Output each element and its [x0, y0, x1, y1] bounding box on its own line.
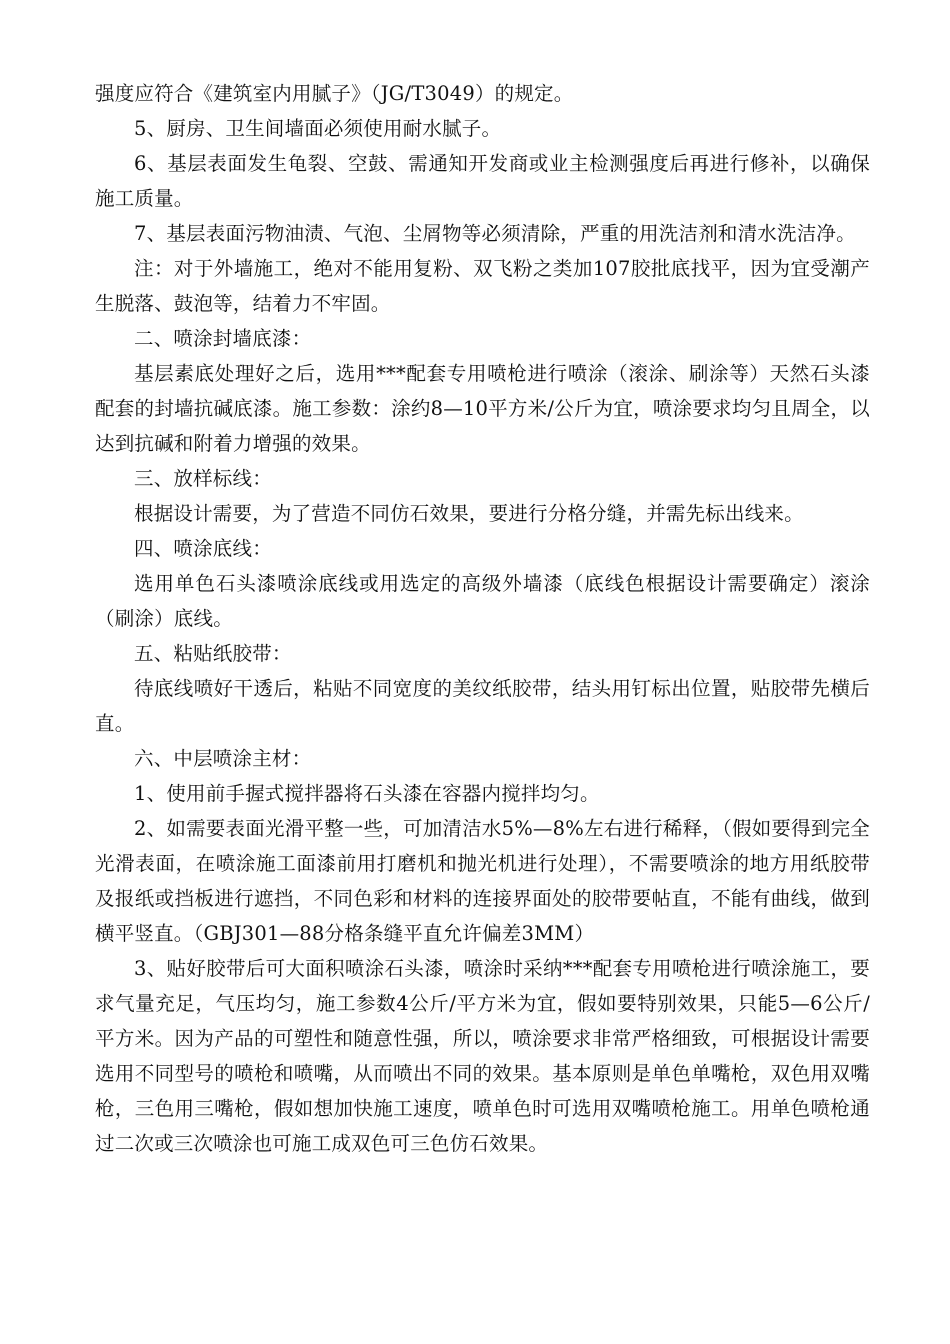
section-heading-5: 五、粘贴纸胶带： — [134, 642, 292, 665]
section-heading-4: 四、喷涂底线： — [134, 537, 272, 560]
section-heading-6: 六、中层喷涂主材： — [134, 747, 312, 770]
document-body — [95, 76, 870, 1161]
paragraph-item-5: 5、厨房、卫生间墙面必须使用耐水腻子。 — [134, 117, 502, 140]
paragraph-section-6-item-2: 2、如需要表面光滑平整一些，可加清洁水5%—8%左右进行稀释，（假如要得到完全光滑表面，在喷涂施工面漆前用打磨机和抛光机进行处理），不需要喷涂的地方用纸胶带及报纸或挡板进行遮挡，不同色彩和材料的连接界面处的胶带要帖直，不能有曲线，做到横平竖直。（GBJ301—88分格条缝平直允许偏差3MM） — [95, 817, 870, 945]
paragraph-section-2: 基层素底处理好之后，选用***配套专用喷枪进行喷涂（滚涂、刷涂等）天然石头漆配套的封墙抗碱底漆。施工参数：涂约8—10平方米/公斤为宜，喷涂要求均匀且周全，以达到抗碱和附着力增强的效果。 — [95, 362, 870, 455]
paragraph-section-6-item-1: 1、使用前手握式搅拌器将石头漆在容器内搅拌均匀。 — [134, 782, 600, 805]
paragraph-continuation: 强度应符合《建筑室内用腻子》（JG/T3049）的规定。 — [95, 82, 574, 105]
section-heading-3: 三、放样标线： — [134, 467, 272, 490]
section-heading-2: 二、喷涂封墙底漆： — [134, 327, 312, 350]
paragraph-item-6: 6、基层表面发生龟裂、空鼓、需通知开发商或业主检测强度后再进行修补，以确保施工质量。 — [95, 152, 870, 210]
paragraph-section-3: 根据设计需要，为了营造不同仿石效果，要进行分格分缝，并需先标出线来。 — [134, 502, 804, 525]
paragraph-note: 注：对于外墙施工，绝对不能用复粉、双飞粉之类加107胶批底找平，因为宜受潮产生脱落、鼓泡等，结着力不牢固。 — [95, 257, 870, 315]
paragraph-section-5: 待底线喷好干透后，粘贴不同宽度的美纹纸胶带，结头用钉标出位置，贴胶带先横后直。 — [95, 677, 870, 735]
paragraph-section-4: 选用单色石头漆喷涂底线或用选定的高级外墙漆（底线色根据设计需要确定）滚涂（刷涂）底线。 — [95, 572, 870, 630]
paragraph-section-6-item-3: 3、贴好胶带后可大面积喷涂石头漆，喷涂时采纳***配套专用喷枪进行喷涂施工，要求气量充足，气压均匀，施工参数4公斤/平方米为宜，假如要特别效果，只能5—6公斤/平方米。因为产品的可塑性和随意性强，所以，喷涂要求非常严格细致，可根据设计需要选用不同型号的喷枪和喷嘴，从而喷出不同的效果。基本原则是单色单嘴枪，双色用双嘴枪，三色用三嘴枪，假如想加快施工速度，喷单色时可选用双嘴喷枪施工。用单色喷枪通过二次或三次喷涂也可施工成双色可三色仿石效果。 — [95, 957, 870, 1155]
paragraph-item-7: 7、基层表面污物油渍、气泡、尘屑物等必须清除，严重的用洗洁剂和清水洗洁净。 — [134, 222, 856, 245]
